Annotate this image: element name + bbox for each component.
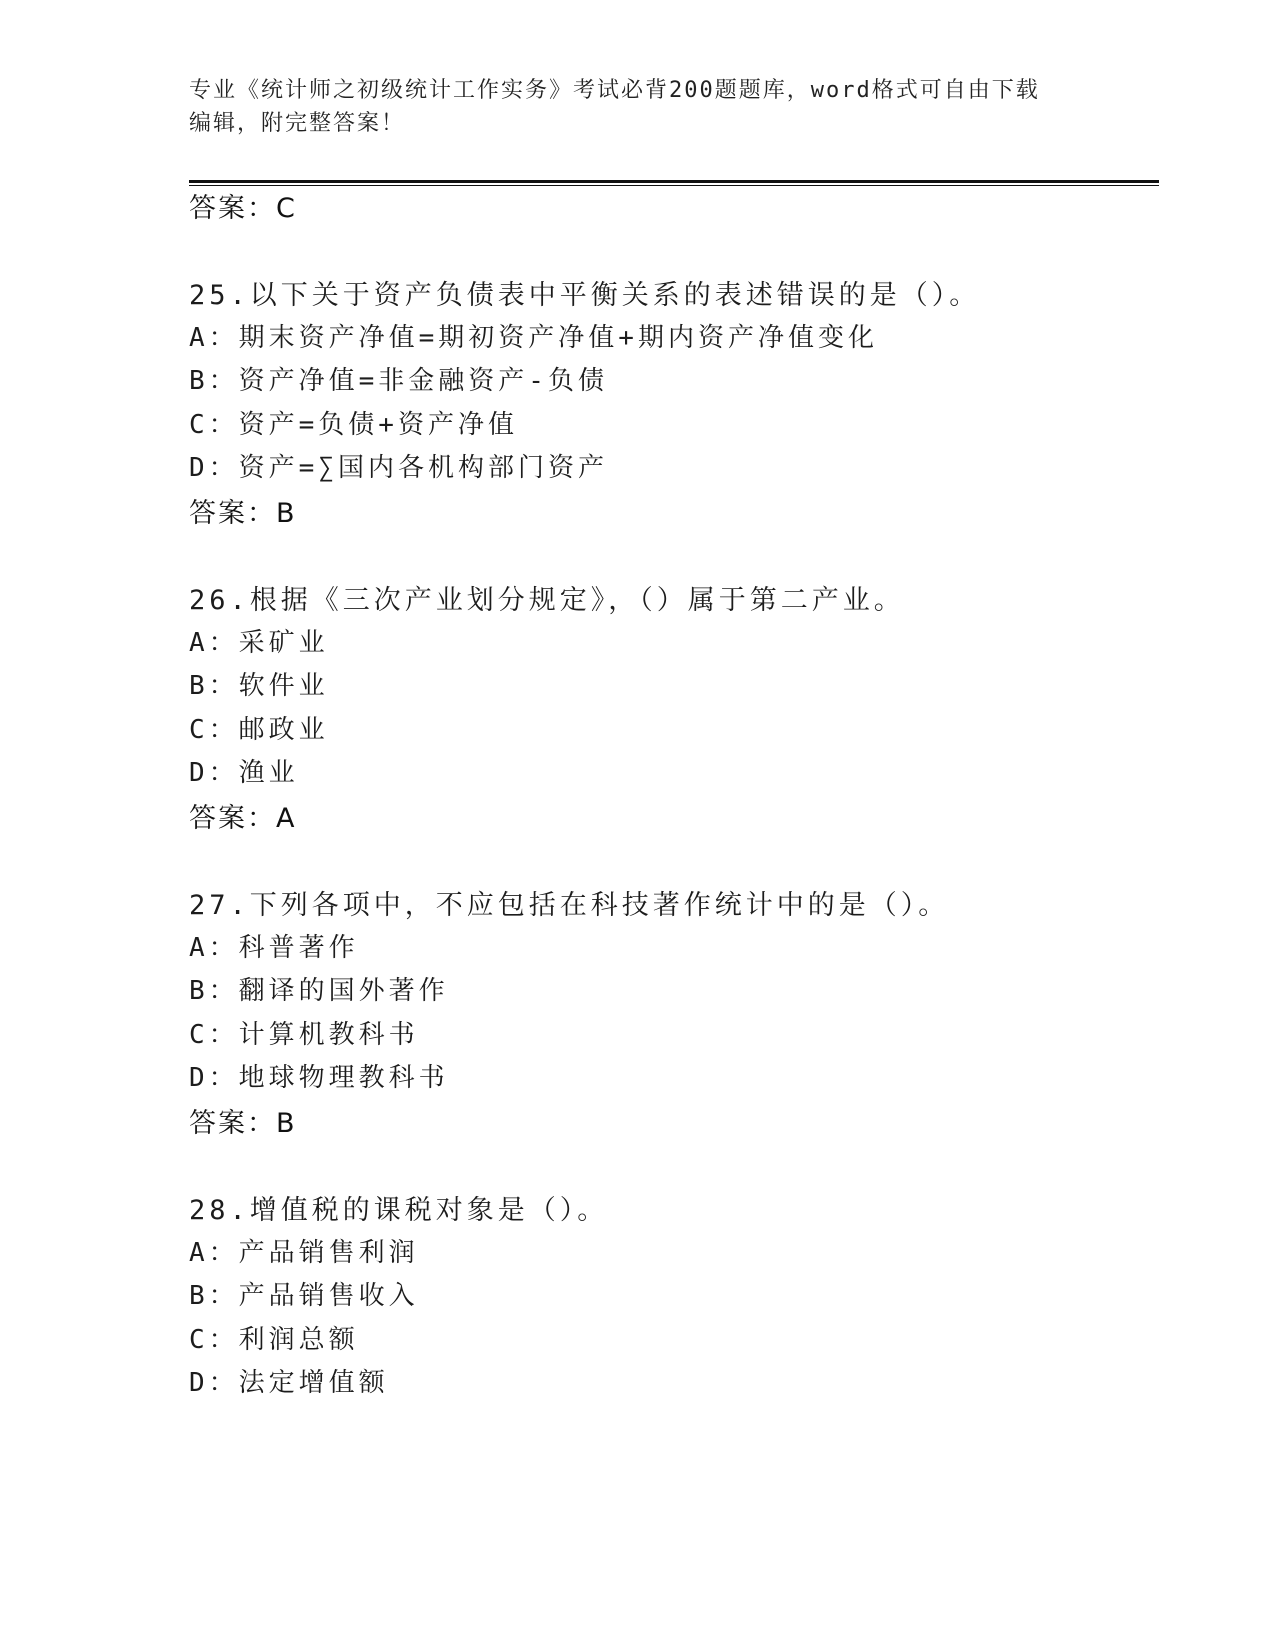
option-c: C：计算机教科书	[189, 1020, 419, 1050]
header-divider-thick	[189, 180, 1159, 183]
option-b: B：软件业	[189, 671, 329, 701]
question-stem: 25.以下关于资产负债表中平衡关系的表述错误的是（）。	[189, 280, 981, 311]
answer-line: 答案：B	[189, 498, 297, 529]
header-line-1: 专业《统计师之初级统计工作实务》考试必背200题题库，word格式可自由下载	[189, 78, 1040, 103]
answer-line: 答案：B	[189, 1108, 297, 1139]
option-d: D：渔业	[189, 758, 299, 788]
option-b: B：产品销售收入	[189, 1281, 419, 1311]
option-d: D：地球物理教科书	[189, 1063, 449, 1093]
answer-line: 答案：C	[189, 193, 297, 224]
answer-line: 答案：A	[189, 803, 297, 834]
option-a: A：产品销售利润	[189, 1238, 419, 1268]
header-line-2: 编辑，附完整答案！	[189, 111, 406, 136]
document-header	[189, 74, 1089, 140]
option-c: C：邮政业	[189, 715, 329, 745]
header-divider-thin	[189, 185, 1159, 186]
option-a: A：期末资产净值=期初资产净值+期内资产净值变化	[189, 323, 878, 353]
option-d: D：法定增值额	[189, 1368, 389, 1398]
option-b: B：资产净值=非金融资产-负债	[189, 366, 608, 396]
option-d: D：资产=∑国内各机构部门资产	[189, 453, 608, 483]
question-stem: 26.根据《三次产业划分规定》，（）属于第二产业。	[189, 585, 905, 616]
option-a: A：采矿业	[189, 628, 329, 658]
option-b: B：翻译的国外著作	[189, 976, 449, 1006]
option-a: A：科普著作	[189, 933, 359, 963]
option-c: C：利润总额	[189, 1325, 359, 1355]
question-stem: 28.增值税的课税对象是（）。	[189, 1195, 609, 1226]
question-stem: 27.下列各项中，不应包括在科技著作统计中的是（）。	[189, 890, 950, 921]
option-c: C：资产=负债+资产净值	[189, 410, 518, 440]
